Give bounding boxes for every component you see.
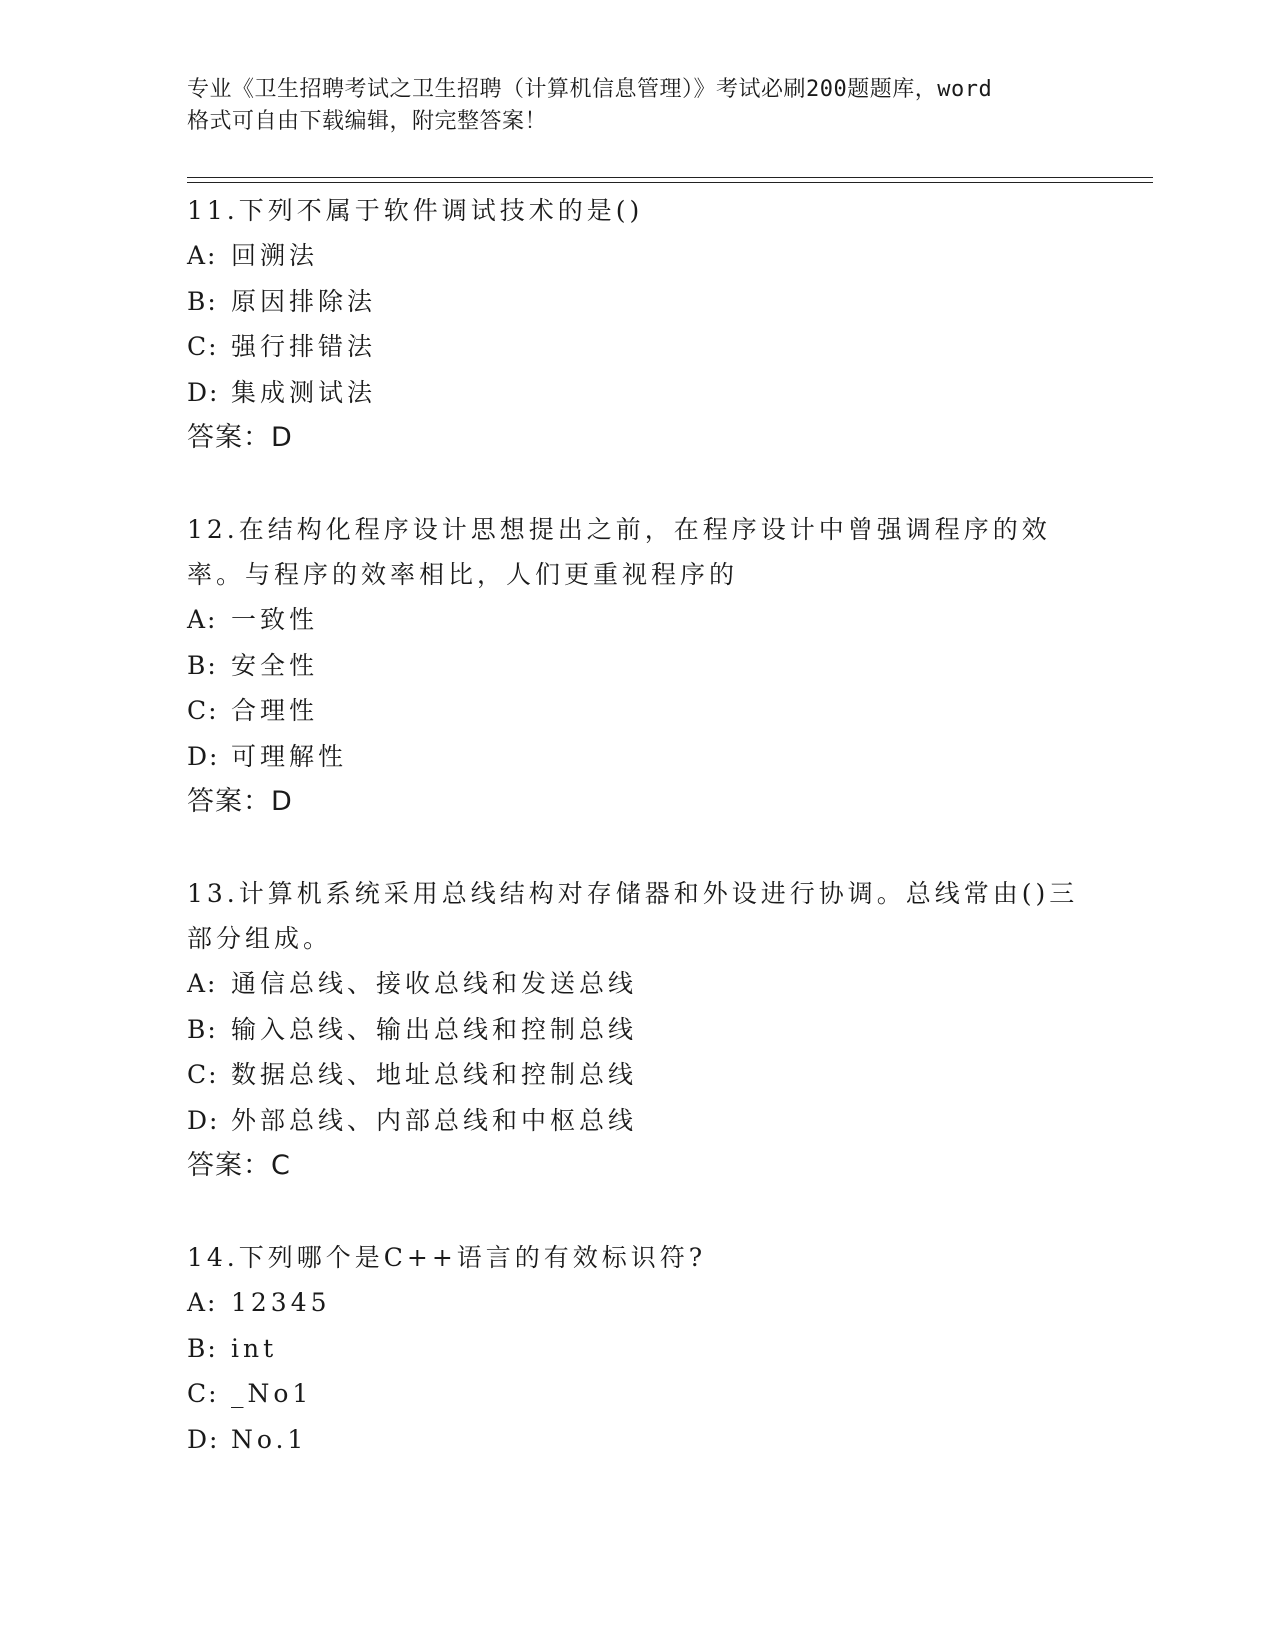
question-text: 13.计算机系统采用总线结构对存储器和外设进行协调。总线常由()三部分组成。 bbox=[187, 879, 1079, 953]
answer-line: 答案：D bbox=[187, 786, 293, 817]
option-text: 12345 bbox=[231, 1288, 331, 1317]
header-line-1: 专业《卫生招聘考试之卫生招聘（计算机信息管理）》考试必刷200题题库，word bbox=[187, 77, 993, 102]
option-text: 安全性 bbox=[231, 650, 319, 680]
option-d bbox=[187, 1098, 1087, 1144]
question-14 bbox=[187, 1235, 1087, 1462]
option-letter: B: bbox=[187, 1333, 218, 1363]
option-letter: A: bbox=[187, 969, 218, 998]
option-letter: B: bbox=[187, 1014, 218, 1044]
option-text: 强行排错法 bbox=[231, 332, 377, 361]
document-header bbox=[187, 74, 1107, 138]
option-b bbox=[187, 1007, 1087, 1053]
option-d bbox=[187, 1417, 1087, 1463]
option-a bbox=[187, 961, 1087, 1007]
question-text: 14.下列哪个是C++语言的有效标识符? bbox=[187, 1243, 707, 1272]
option-letter: D: bbox=[187, 1424, 220, 1454]
option-letter: B: bbox=[187, 286, 218, 316]
option-a bbox=[187, 233, 1087, 279]
option-text: No.1 bbox=[231, 1424, 308, 1454]
option-text: 输入总线、输出总线和控制总线 bbox=[231, 1014, 638, 1044]
option-text: 数据总线、地址总线和控制总线 bbox=[231, 1060, 638, 1089]
question-text: 11.下列不属于软件调试技术的是() bbox=[187, 196, 644, 225]
option-b bbox=[187, 643, 1087, 689]
option-text: 一致性 bbox=[231, 605, 319, 634]
question-list bbox=[187, 188, 1087, 1508]
option-letter: A: bbox=[187, 241, 218, 270]
option-text: 集成测试法 bbox=[231, 377, 377, 407]
option-a bbox=[187, 597, 1087, 643]
option-letter: C: bbox=[187, 332, 219, 361]
option-text: 通信总线、接收总线和发送总线 bbox=[231, 969, 638, 998]
option-letter: D: bbox=[187, 377, 220, 407]
question-text: 12.在结构化程序设计思想提出之前，在程序设计中曾强调程序的效率。与程序的效率相比，人们更重视程序的 bbox=[187, 515, 1051, 589]
option-b bbox=[187, 279, 1087, 325]
option-c bbox=[187, 688, 1087, 734]
question-13 bbox=[187, 871, 1087, 1189]
option-text: 合理性 bbox=[231, 696, 319, 725]
option-letter: A: bbox=[187, 605, 218, 634]
option-c bbox=[187, 324, 1087, 370]
option-text: 原因排除法 bbox=[231, 286, 377, 316]
header-divider-bottom bbox=[187, 182, 1153, 183]
option-letter: D: bbox=[187, 1105, 220, 1135]
option-text: 可理解性 bbox=[231, 741, 348, 771]
option-letter: B: bbox=[187, 650, 218, 680]
option-text: 外部总线、内部总线和中枢总线 bbox=[231, 1105, 638, 1135]
option-letter: A: bbox=[187, 1288, 218, 1317]
option-c bbox=[187, 1371, 1087, 1417]
answer-line: 答案：D bbox=[187, 422, 293, 453]
header-line-2: 格式可自由下载编辑，附完整答案！ bbox=[187, 109, 548, 134]
question-12 bbox=[187, 507, 1087, 825]
question-11 bbox=[187, 188, 1087, 461]
option-text: int bbox=[231, 1333, 278, 1363]
answer-line: 答案：C bbox=[187, 1150, 291, 1181]
option-c bbox=[187, 1052, 1087, 1098]
option-letter: C: bbox=[187, 1379, 219, 1408]
option-letter: C: bbox=[187, 696, 219, 725]
option-letter: C: bbox=[187, 1060, 219, 1089]
option-b bbox=[187, 1326, 1087, 1372]
option-text: _No1 bbox=[231, 1379, 313, 1408]
option-letter: D: bbox=[187, 741, 220, 771]
option-d bbox=[187, 370, 1087, 416]
option-a bbox=[187, 1280, 1087, 1326]
option-text: 回溯法 bbox=[231, 241, 319, 270]
option-d bbox=[187, 734, 1087, 780]
header-divider-top bbox=[187, 177, 1153, 178]
